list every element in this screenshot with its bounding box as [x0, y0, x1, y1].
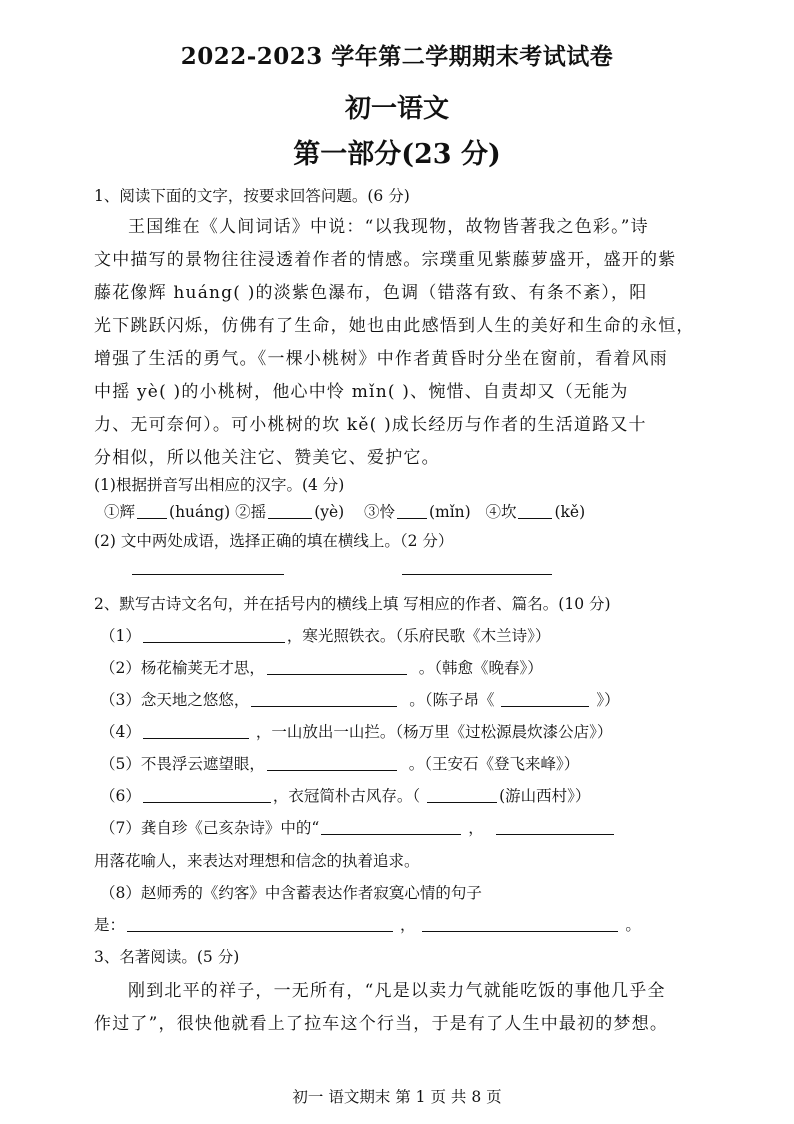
line-suffix: ，一山放出一山拦。（杨万里《过松源晨炊漆公店》）: [255, 723, 613, 741]
q3-passage-line: 刚到北平的祥子，一无所有，“凡是以卖力气就能吃饭的事他几乎全: [128, 981, 666, 1001]
q1-stem: 1、阅读下面的文字，按要求回答问题。(6 分): [94, 187, 410, 205]
line-suffix: 。: [625, 916, 641, 934]
answer-blank[interactable]: [422, 930, 618, 932]
q1-passage-line: 分相似，所以他关注它、赞美它、爱护它。: [94, 448, 440, 468]
line-suffix: 》）: [596, 691, 620, 709]
q2-line8: （8）赵师秀的《约客》中含蓄表达作者寂寞心情的句子: [100, 884, 482, 902]
answer-blank[interactable]: [397, 517, 427, 519]
line-middle: ，: [468, 819, 484, 837]
item-label: ①辉: [104, 503, 136, 521]
part-title: 第一部分(23 分): [293, 139, 501, 170]
item-label: ③怜: [363, 503, 395, 521]
line-prefix: （4）: [100, 723, 141, 741]
item-label: ②摇: [235, 503, 267, 521]
line-suffix: ，寒光照铁衣。（乐府民歌《木兰诗》）: [286, 627, 551, 645]
q1-sub1-items: [104, 500, 585, 522]
item-pinyin: (yè): [314, 503, 345, 521]
answer-blank[interactable]: [427, 801, 497, 803]
answer-blank[interactable]: [267, 673, 407, 675]
q2-line: [100, 752, 579, 774]
line-prefix: （7）龚自珍《己亥杂诗》中的“: [100, 819, 320, 837]
answer-blank[interactable]: [321, 833, 461, 835]
line-suffix: (游山西村》）: [499, 787, 591, 805]
q3-passage-line: 作过了”，很快他就看上了拉车这个行当，于是有了人生中最初的梦想。: [94, 1014, 669, 1034]
answer-blank[interactable]: [137, 517, 167, 519]
line-suffix: 。（韩愈《晚春》）: [418, 659, 543, 677]
item-label: ④坎: [485, 503, 517, 521]
exam-title: 2022-2023 学年第二学期期末考试试卷: [180, 43, 614, 70]
q1-passage-line: 增强了生活的勇气。《一棵小桃树》中作者黄昏时分坐在窗前，看着风雨: [94, 349, 668, 369]
q2-line: [100, 816, 616, 838]
answer-blank[interactable]: [132, 574, 284, 575]
q1-passage-line: 王国维在《人间词话》中说：“以我现物，故物皆著我之色彩。”诗: [128, 217, 649, 237]
line-suffix: 。（王安石《登飞来峰》）: [408, 755, 580, 773]
answer-blank[interactable]: [143, 737, 249, 739]
q1-passage-line: 藤花像辉 huáng( )的淡紫色瀑布，色调（错落有致、有条不紊），阳: [94, 283, 648, 303]
answer-blank[interactable]: [267, 769, 397, 771]
q2-line: [100, 624, 550, 646]
line-middle: 。（陈子昂《: [409, 691, 495, 709]
q2-line8-answer: [94, 913, 641, 935]
answer-blank[interactable]: [268, 517, 312, 519]
q1-sub1: (1)根据拼音写出相应的汉字。(4 分): [94, 476, 345, 494]
answer-blank[interactable]: [127, 930, 393, 932]
q1-passage-line: 光下跳跃闪烁，仿佛有了生命，她也由此感悟到人生的美好和生命的永恒，: [94, 316, 695, 336]
q1-passage-line: 力、无可奈何）。可小桃树的坎 kě( )成长经历与作者的生活道路又十: [94, 415, 647, 435]
subject-title: 初一语文: [344, 94, 449, 124]
answer-blank[interactable]: [518, 517, 552, 519]
item-pinyin: (huáng): [169, 503, 231, 521]
answer-blank[interactable]: [501, 705, 589, 707]
q3-stem: 3、名著阅读。(5 分): [94, 948, 240, 966]
line-prefix: （5）不畏浮云遮望眼，: [100, 755, 265, 773]
page-footer: 初一 语文期末 第 1 页 共 8 页: [292, 1088, 502, 1106]
item-pinyin: (mǐn): [428, 503, 471, 521]
item-pinyin: (kě): [554, 503, 586, 521]
answer-blank[interactable]: [251, 705, 397, 707]
answer-blank[interactable]: [143, 641, 285, 643]
q2-line: [100, 656, 543, 678]
line-prefix: （3）念天地之悠悠，: [100, 691, 250, 709]
q1-passage-line: 中摇 yè( )的小桃树，他心中怜 mǐn( )、惋惜、自责却又（无能为: [94, 382, 629, 402]
q2-line: [100, 784, 590, 806]
q2-stem: 2、默写古诗文名句，并在括号内的横线上填 写相应的作者、篇名。(10 分): [94, 595, 611, 613]
q1-passage-line: 文中描写的景物往往浸透着作者的情感。宗璞重见紫藤萝盛开，盛开的紫: [94, 250, 677, 270]
line-prefix: （1）: [100, 627, 141, 645]
q1-sub2: (2) 文中两处成语，选择正确的填在横线上。（2 分）: [94, 532, 454, 550]
q2-line: [100, 720, 612, 742]
q2-line7-continued: 用落花喻人，来表达对理想和信念的执着追求。: [94, 852, 420, 870]
line-prefix: （2）杨花榆荚无才思，: [100, 659, 265, 677]
answer-blank[interactable]: [143, 801, 271, 803]
answer-blank[interactable]: [496, 833, 614, 835]
line-middle: ，衣冠简朴古风存。（: [272, 787, 421, 805]
q2-line: [100, 688, 620, 710]
line-prefix: （6）: [100, 787, 141, 805]
answer-blank[interactable]: [402, 574, 552, 575]
line-middle: ，: [399, 916, 416, 934]
line-prefix: 是：: [94, 916, 126, 934]
